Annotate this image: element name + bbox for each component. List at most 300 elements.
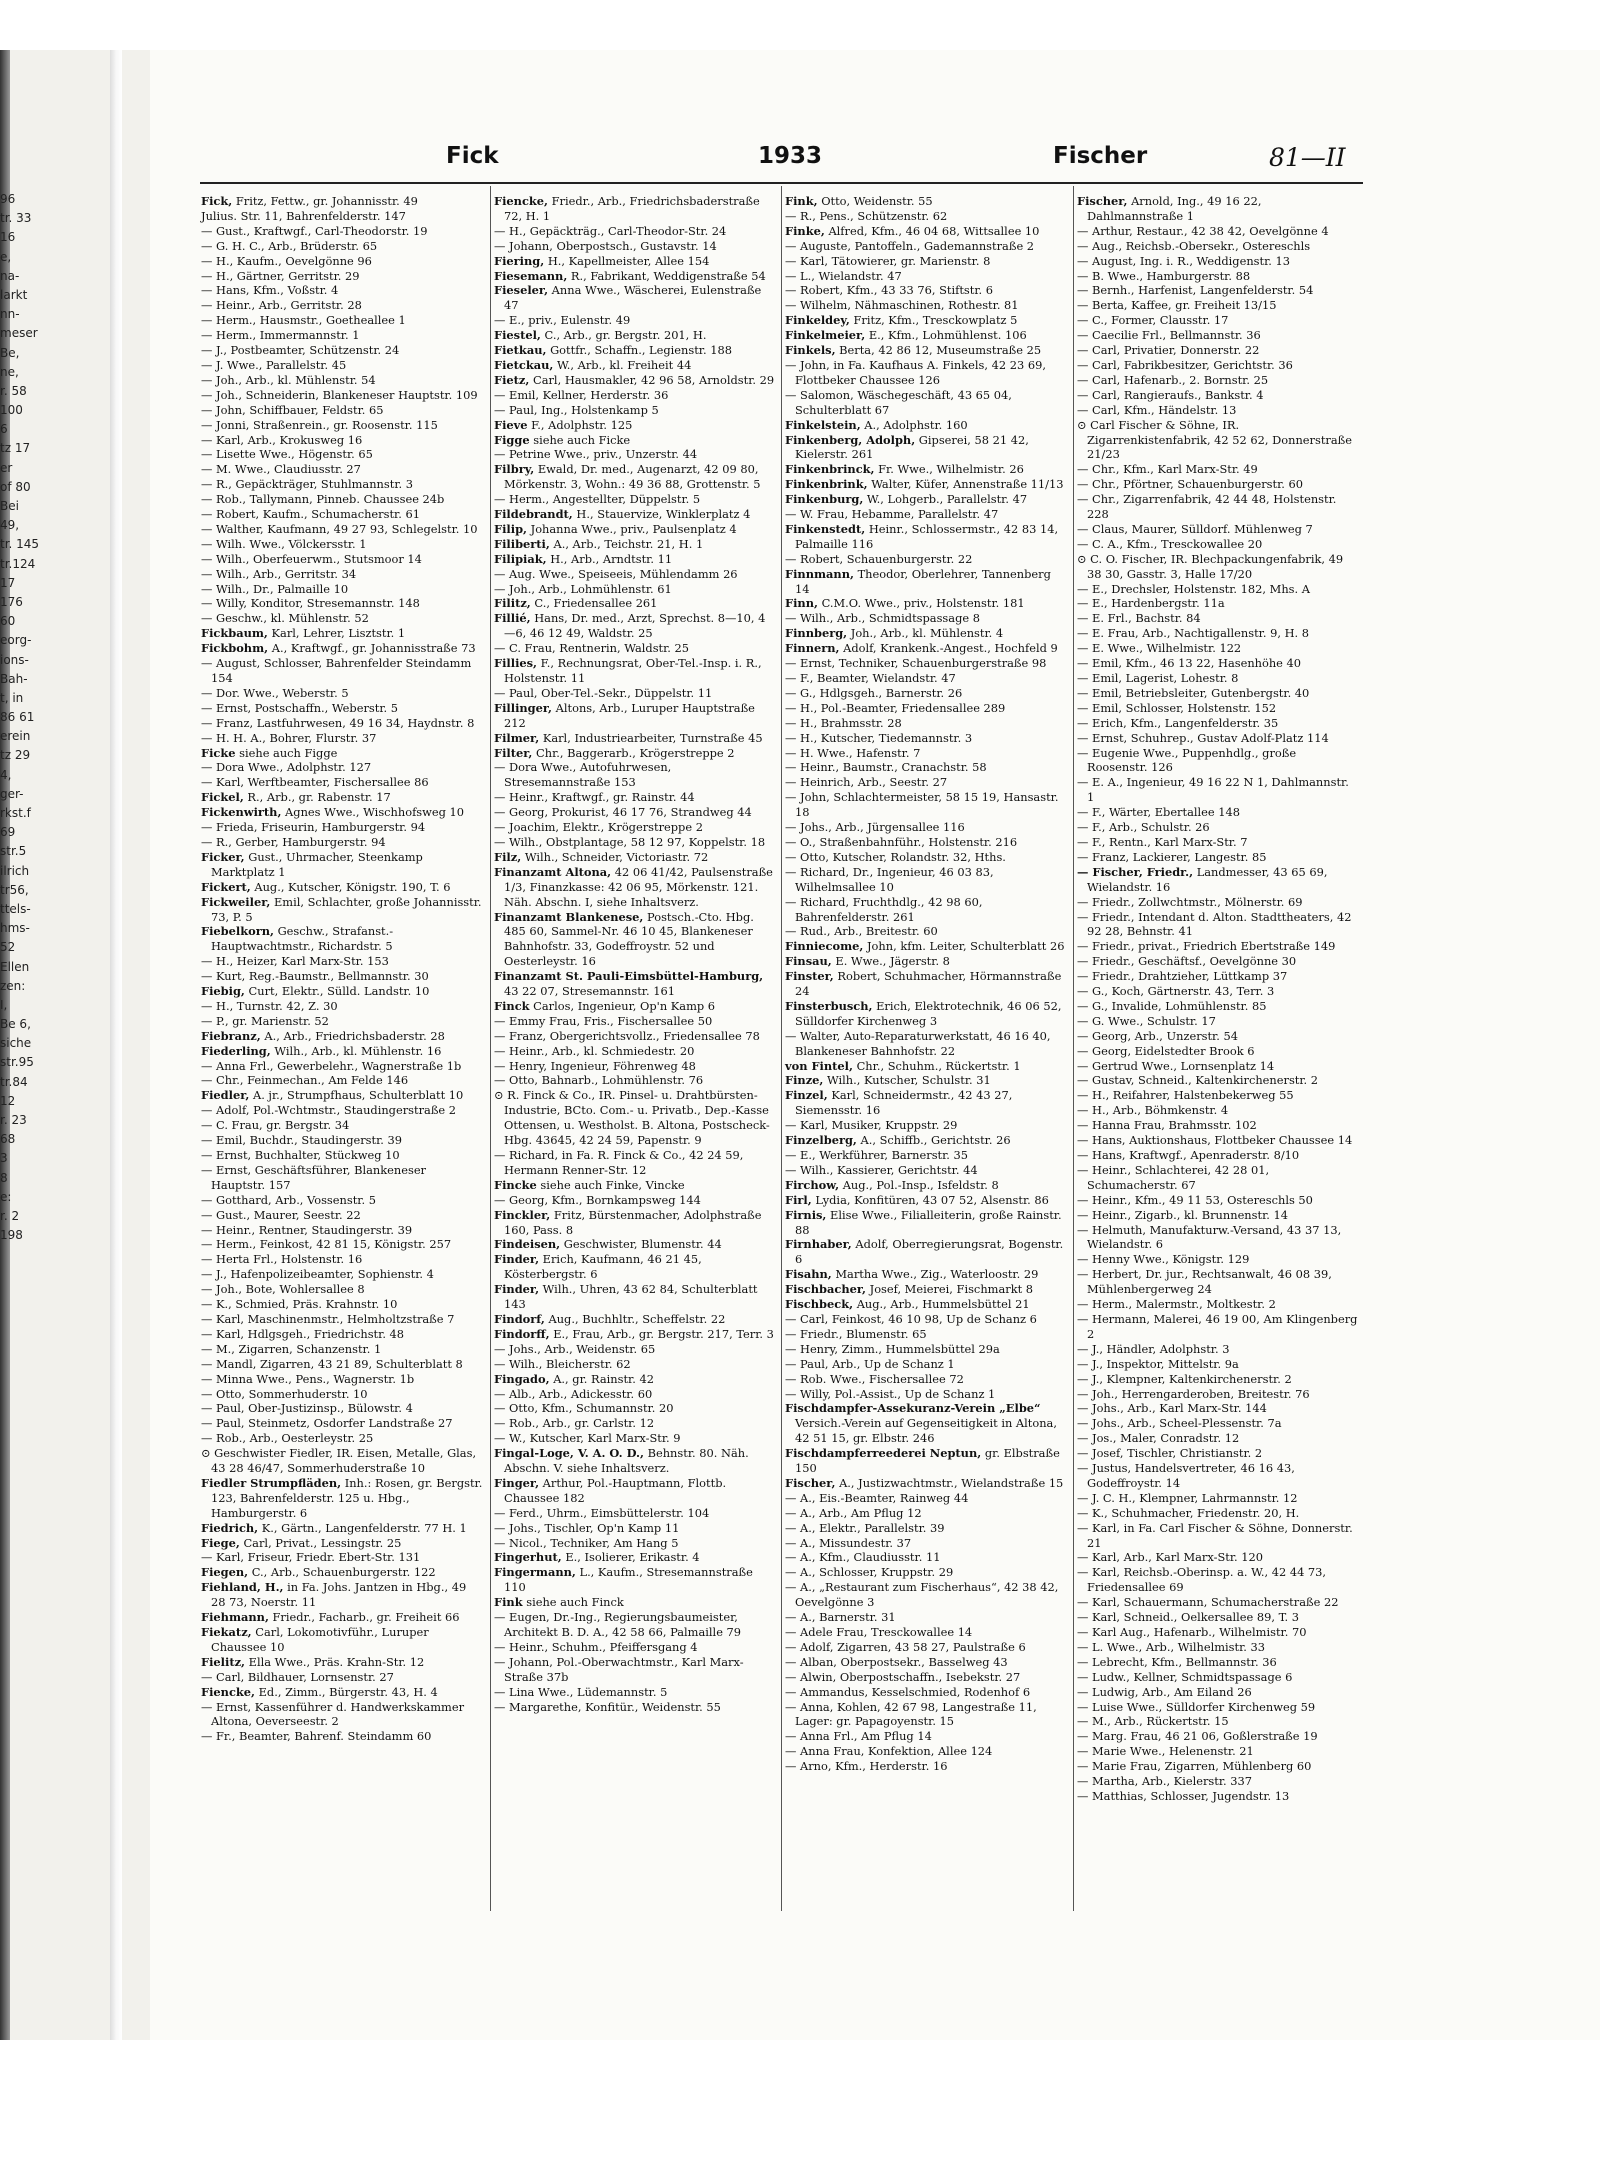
directory-entry xyxy=(785,1327,1067,1342)
directory-entry xyxy=(201,418,483,433)
left-page-fragment: larkt xyxy=(0,287,28,302)
entry-surname: Findeisen, xyxy=(494,1237,561,1252)
directory-entry xyxy=(494,313,776,328)
left-page-fragment: 17 xyxy=(0,575,16,590)
entry-details: — A., Kfm., Claudiusstr. 11 xyxy=(785,1550,941,1565)
entry-surname: Finck xyxy=(494,998,530,1013)
entry-details: — Karl, Reichsb.-Oberinsp. a. W., 42 44 73, Friedensallee 69 xyxy=(1077,1565,1327,1595)
directory-entry xyxy=(201,1357,483,1372)
entry-details: — Richard, Dr., Ingenieur, 46 03 83, Wilhelmsallee 10 xyxy=(785,864,994,894)
entry-details: — F., Beamter, Wielandstr. 47 xyxy=(785,671,956,685)
entry-details: Fr. Wwe., Wilhelmistr. 26 xyxy=(878,462,1024,477)
directory-entry xyxy=(201,760,483,775)
directory-entry xyxy=(1077,313,1359,328)
directory-entry xyxy=(201,1387,483,1402)
entry-surname: Finkenbrinck, xyxy=(785,462,875,477)
directory-entry xyxy=(201,283,483,298)
directory-entry xyxy=(1077,1670,1359,1685)
directory-entry xyxy=(785,1655,1067,1670)
entry-details: Ewald, Dr. med., Augenarzt, 42 09 80, Mörkenstr. 3, Wohn.: 49 36 88, Grottenstr. 5 xyxy=(504,462,761,492)
entry-details: — Jos., Maler, Conradstr. 12 xyxy=(1077,1431,1240,1446)
entry-surname: Fincke xyxy=(494,1177,537,1192)
entry-details: — O., Straßenbahnführ., Holstenstr. 216 xyxy=(785,834,1018,849)
directory-entry xyxy=(494,552,776,567)
left-page-fragment: 198 xyxy=(0,1228,23,1243)
entry-surname: Finzel, xyxy=(785,1088,828,1103)
entry-details: — Karl, Werftbeamter, Fischersallee 86 xyxy=(201,775,429,790)
left-page-fragment: meser xyxy=(0,326,38,341)
directory-entry xyxy=(785,1059,1067,1074)
directory-entry xyxy=(494,1595,776,1610)
directory-entry xyxy=(201,209,483,224)
directory-entry xyxy=(785,254,1067,269)
directory-entry xyxy=(201,433,483,448)
entry-details: — Wilh., Arb., Schmidtspassage 8 xyxy=(785,611,980,626)
directory-entry xyxy=(785,1297,1067,1312)
directory-entry xyxy=(201,343,483,358)
directory-entry xyxy=(785,1491,1067,1506)
directory-entry xyxy=(785,716,1067,731)
entry-surname: Fieseler, xyxy=(494,283,549,298)
entry-details: W., Lohgerb., Parallelstr. 47 xyxy=(866,492,1028,507)
directory-entry xyxy=(494,1565,776,1595)
entry-surname: Fickel, xyxy=(201,790,244,805)
directory-entry xyxy=(1077,1252,1359,1267)
entry-details: Anna Wwe., Wäscherei, Eulenstraße 47 xyxy=(504,283,762,313)
directory-entry xyxy=(1077,939,1359,954)
directory-entry xyxy=(201,269,483,284)
left-page-fragment: ger- xyxy=(0,786,24,801)
directory-entry xyxy=(201,969,483,984)
entry-details: C., Arb., gr. Bergstr. 201, H. xyxy=(544,328,707,343)
directory-entry xyxy=(1077,358,1359,373)
entry-surname: — Fischer, Friedr., xyxy=(1077,864,1194,879)
entry-surname: Fiedler Strumpfläden, xyxy=(201,1475,342,1490)
directory-entry xyxy=(201,820,483,835)
entry-details: — Wilh., Kassierer, Gerichtstr. 44 xyxy=(785,1162,978,1177)
directory-entry xyxy=(1077,1521,1359,1551)
directory-entry xyxy=(494,433,776,448)
entry-surname: Finkeldey, xyxy=(785,313,850,328)
entry-details: — Herta Frl., Holstenstr. 16 xyxy=(201,1252,363,1267)
entry-details: — Caecilie Frl., Bellmannstr. 36 xyxy=(1077,328,1261,343)
entry-details: — Chr., Zigarrenfabrik, 42 44 48, Holstenstr. 228 xyxy=(1077,492,1337,522)
entry-details: — Dora Wwe., Autofuhrwesen, Stresemannstraße 153 xyxy=(494,760,672,790)
directory-entry xyxy=(785,611,1067,626)
directory-entry xyxy=(494,507,776,522)
entry-details: — Karl Aug., Hafenarb., Wilhelmistr. 70 xyxy=(1077,1625,1307,1639)
entry-surname: Fischer, xyxy=(785,1475,836,1490)
directory-entry xyxy=(785,358,1067,388)
directory-column-2 xyxy=(494,194,776,1914)
left-page-fragment: 3 xyxy=(0,1151,8,1166)
directory-entry xyxy=(201,1208,483,1223)
entry-details: — Walther, Kaufmann, 49 27 93, Schlegelstr. 10 xyxy=(201,521,478,536)
directory-entry xyxy=(201,1342,483,1357)
left-page-fragment: 96 xyxy=(0,192,16,206)
directory-entry xyxy=(201,313,483,328)
entry-details: Wilh., Uhren, 43 62 84, Schulterblatt 143 xyxy=(504,1282,758,1312)
directory-entry xyxy=(201,1297,483,1312)
directory-column-1 xyxy=(201,194,483,1914)
directory-entry xyxy=(201,596,483,611)
directory-entry xyxy=(1077,1655,1359,1670)
entry-details: A., Schiffb., Gerichtstr. 26 xyxy=(860,1133,1011,1148)
entry-surname: Fiehland, H., xyxy=(201,1580,284,1595)
directory-entry xyxy=(201,254,483,269)
directory-entry xyxy=(785,969,1067,999)
entry-details: A., Kraftwgf., gr. Johannisstraße 73 xyxy=(271,641,476,656)
directory-entry xyxy=(494,1506,776,1521)
left-page-fragment: tr. 145 xyxy=(0,537,40,552)
directory-entry xyxy=(494,388,776,403)
directory-entry xyxy=(201,507,483,522)
directory-entry xyxy=(1077,269,1359,284)
entry-details: — Emil, Kellner, Herderstr. 36 xyxy=(494,387,669,402)
directory-entry xyxy=(1077,746,1359,776)
left-page-fragments xyxy=(0,190,40,1245)
entry-details: — Geschw., kl. Mühlenstr. 52 xyxy=(201,611,369,626)
entry-details: — Alban, Oberpostsekr., Basselweg 43 xyxy=(785,1654,1008,1669)
entry-details: Wilh., Kutscher, Schulstr. 31 xyxy=(827,1073,991,1088)
entry-details: — Carl, Fabrikbesitzer, Gerichtstr. 36 xyxy=(1077,357,1293,372)
directory-entry xyxy=(785,298,1067,313)
entry-details: — F., Rentn., Karl Marx-Str. 7 xyxy=(1077,834,1248,849)
entry-details: — P., gr. Marienstr. 52 xyxy=(201,1013,329,1028)
directory-entry xyxy=(1077,775,1359,805)
directory-entry xyxy=(1077,1550,1359,1565)
entry-surname: Finster, xyxy=(785,969,834,984)
entry-details: — Helmuth, Manufakturw.-Versand, 43 37 13, Wielandstr. 6 xyxy=(1077,1222,1342,1252)
entry-details: 43 22 07, Stresemannstr. 161 xyxy=(504,984,675,999)
entry-details: — Alb., Arb., Adickesstr. 60 xyxy=(494,1386,653,1401)
directory-entry xyxy=(1077,1700,1359,1715)
entry-details: — A., Eis.-Beamter, Rainweg 44 xyxy=(785,1490,969,1505)
entry-details: — Henry, Zimm., Hummelsbüttel 29a xyxy=(785,1341,1000,1356)
directory-entry xyxy=(494,1312,776,1327)
directory-entry xyxy=(201,1536,483,1551)
left-page-fragment: tr. 33 xyxy=(0,211,32,226)
header-left-word: Fick xyxy=(446,143,499,169)
entry-surname: Fiencke, xyxy=(201,1684,255,1699)
entry-details: L., Kaufm., Stresemannstraße 110 xyxy=(504,1565,753,1595)
entry-surname: Fischbeck, xyxy=(785,1297,854,1312)
entry-details: — Ernst, Techniker, Schauenburgerstraße 98 xyxy=(785,656,1047,671)
entry-details: gr. Elbstraße 150 xyxy=(795,1446,1060,1476)
entry-surname: Finniecome, xyxy=(785,939,864,954)
entry-details: siehe auch Figge xyxy=(239,745,338,760)
directory-entry xyxy=(201,1372,483,1387)
directory-entry xyxy=(1077,1163,1359,1193)
directory-entry xyxy=(785,671,1067,686)
directory-entry xyxy=(785,939,1067,954)
entry-details: — A., Schlosser, Kruppstr. 29 xyxy=(785,1565,954,1580)
entry-details: — Richard, in Fa. R. Finck & Co., 42 24 59, Hermann Renner-Str. 12 xyxy=(494,1148,744,1177)
directory-entry xyxy=(1077,701,1359,716)
entry-details: — L. Wwe., Arb., Wilhelmistr. 33 xyxy=(1077,1639,1266,1654)
entry-details: ⊙ C. O. Fischer, IR. Blechpackungenfabrik, 49 38 30, Gasstr. 3, Halle 17/20 xyxy=(1077,551,1344,581)
directory-entry xyxy=(201,328,483,343)
entry-surname: Fiebig, xyxy=(201,984,245,999)
entry-details: — Karl, in Fa. Carl Fischer & Söhne, Donnerstr. 21 xyxy=(1077,1520,1353,1550)
entry-details: 42 06 41/42, Paulsenstraße 1/3, Finanzkasse: 42 06 95, Mörkenstr. 121. Näh. Abschn. I, siehe Inhaltsverz. xyxy=(504,864,773,909)
directory-entry xyxy=(201,1252,483,1267)
entry-details: Postsch.-Cto. Hbg. 485 60, Sammel-Nr. 46 10 45, Blankeneser Bahnhofstr. 33, Godeffroystr. 52 und Oesterleystr. 16 xyxy=(504,909,754,969)
entry-details: C.M.O. Wwe., priv., Holstenstr. 181 xyxy=(821,596,1025,611)
entry-details: Julius. Str. 11, Bahrenfelderstr. 147 xyxy=(201,208,406,223)
directory-entry xyxy=(201,537,483,552)
directory-entry xyxy=(785,388,1067,418)
entry-details: — Adolf, Zigarren, 43 58 27, Paulstraße 6 xyxy=(785,1639,1026,1654)
directory-entry xyxy=(494,254,776,269)
directory-entry xyxy=(785,1208,1067,1238)
directory-entry xyxy=(1077,552,1359,582)
directory-entry xyxy=(1077,1729,1359,1744)
directory-entry xyxy=(785,1476,1067,1491)
entry-details: — Franz, Lastfuhrwesen, 49 16 34, Haydnstr. 8 xyxy=(201,715,475,730)
directory-entry xyxy=(494,686,776,701)
entry-surname: Fickbohm, xyxy=(201,641,269,656)
directory-entry xyxy=(201,641,483,656)
entry-details: — Rud., Arb., Breitestr. 60 xyxy=(785,924,938,939)
directory-entry xyxy=(1077,1595,1359,1610)
entry-surname: Finder, xyxy=(494,1282,540,1297)
entry-surname: Fietkau, xyxy=(494,343,547,358)
entry-surname: Fiedrich, xyxy=(201,1520,259,1535)
directory-entry xyxy=(785,269,1067,284)
left-page-fragment: t, in xyxy=(0,690,24,705)
entry-details: — Adolf, Pol.-Wchtmstr., Staudingerstraße 2 xyxy=(201,1103,457,1118)
directory-entry xyxy=(785,1267,1067,1282)
entry-details: Arnold, Ing., 49 16 22, Dahlmannstraße 1 xyxy=(1087,194,1262,223)
entry-surname: Filiberti, xyxy=(494,536,550,551)
page-number: 81—II xyxy=(1269,143,1346,172)
entry-details: — Gust., Maurer, Seestr. 22 xyxy=(201,1207,361,1222)
directory-entry xyxy=(1077,1610,1359,1625)
directory-entry xyxy=(201,775,483,790)
directory-entry xyxy=(494,1148,776,1178)
entry-details: — Lisette Wwe., Högenstr. 65 xyxy=(201,447,373,462)
directory-entry xyxy=(494,1610,776,1640)
directory-entry xyxy=(785,1580,1067,1610)
directory-entry xyxy=(1077,596,1359,611)
directory-entry xyxy=(201,1610,483,1625)
entry-surname: Fiederling, xyxy=(201,1043,271,1058)
directory-entry xyxy=(785,1193,1067,1208)
entry-details: Carl, Privat., Lessingstr. 25 xyxy=(243,1535,402,1550)
entry-details: — Carl, Rangieraufs., Bankstr. 4 xyxy=(1077,387,1264,402)
column-divider xyxy=(1073,186,1074,1911)
entry-details: — G., Invalide, Lohmühlenstr. 85 xyxy=(1077,998,1267,1013)
entry-details: — Hans, Kraftwgf., Apenraderstr. 8/10 xyxy=(1077,1148,1300,1162)
entry-surname: Finger, xyxy=(494,1475,540,1490)
directory-entry xyxy=(1077,1372,1359,1387)
entry-surname: Fingermann, xyxy=(494,1565,576,1580)
entry-surname: Filitz, xyxy=(494,596,531,611)
directory-entry xyxy=(201,1625,483,1655)
directory-entry xyxy=(785,865,1067,895)
left-page-fragment: tr.124 xyxy=(0,556,36,571)
directory-entry xyxy=(201,1163,483,1193)
entry-details: — Emil, Buchdr., Staudingerstr. 39 xyxy=(201,1133,403,1148)
directory-entry xyxy=(785,1670,1067,1685)
entry-details: — Friedr., Geschäftsf., Oevelgönne 30 xyxy=(1077,954,1297,969)
entry-surname: Fisahn, xyxy=(785,1267,832,1282)
directory-entry xyxy=(201,1521,483,1536)
entry-details: — Dora Wwe., Adolphstr. 127 xyxy=(201,760,372,775)
entry-details: Aug., Arb., Hummelsbüttel 21 xyxy=(856,1297,1030,1312)
entry-details: — Adele Frau, Tresckowallee 14 xyxy=(785,1625,973,1639)
directory-entry xyxy=(785,492,1067,507)
directory-entry xyxy=(785,1088,1067,1118)
directory-entry xyxy=(1077,835,1359,850)
entry-details: — Carl, Kfm., Händelstr. 13 xyxy=(1077,402,1237,417)
entry-surname: Filipiak, xyxy=(494,551,547,566)
directory-entry xyxy=(1077,716,1359,731)
directory-entry xyxy=(1077,1565,1359,1595)
entry-surname: Fischer, xyxy=(1077,194,1128,208)
directory-entry xyxy=(1077,1208,1359,1223)
entry-details: — John, Schiffbauer, Feldstr. 65 xyxy=(201,402,384,417)
entry-details: — Richard, Fruchthdlg., 42 98 60, Bahrenfelderstr. 261 xyxy=(785,894,983,924)
entry-details: — Friedr., privat., Friedrich Ebertstraße 149 xyxy=(1077,939,1336,954)
directory-entry xyxy=(201,567,483,582)
entry-surname: Firl, xyxy=(785,1192,812,1207)
entry-details: — Otto, Kfm., Schumannstr. 20 xyxy=(494,1401,674,1416)
entry-details: — H., Heizer, Karl Marx-Str. 153 xyxy=(201,954,389,969)
directory-entry xyxy=(494,1237,776,1252)
directory-entry xyxy=(785,418,1067,433)
directory-entry xyxy=(201,477,483,492)
directory-entry xyxy=(1077,1297,1359,1312)
entry-details: — Joh., Arb., kl. Mühlenstr. 54 xyxy=(201,372,376,387)
entry-details: — W. Frau, Hebamme, Parallelstr. 47 xyxy=(785,507,999,522)
entry-surname: Fiebranz, xyxy=(201,1028,261,1043)
entry-details: — Rob., Arb., Oesterleystr. 25 xyxy=(201,1431,374,1446)
entry-surname: Finn, xyxy=(785,596,818,611)
entry-details: — E., Werkführer, Barnerstr. 35 xyxy=(785,1148,969,1162)
directory-entry xyxy=(1077,492,1359,522)
entry-details: John, kfm. Leiter, Schulterblatt 26 xyxy=(866,939,1065,954)
entry-details: — Anna, Kohlen, 42 67 98, Langestraße 11, Lager: gr. Papagoyenstr. 15 xyxy=(785,1699,1037,1729)
entry-surname: Ficke xyxy=(201,745,236,760)
entry-surname: Fietckau, xyxy=(494,357,554,372)
directory-entry xyxy=(1077,254,1359,269)
entry-details: — Arthur, Restaur., 42 38 42, Oevelgönne 4 xyxy=(1077,223,1329,238)
directory-entry xyxy=(1077,239,1359,254)
directory-entry xyxy=(1077,1118,1359,1133)
directory-entry xyxy=(201,1446,483,1476)
directory-entry xyxy=(785,1729,1067,1744)
directory-entry xyxy=(785,626,1067,641)
entry-surname: Figge xyxy=(494,432,530,447)
directory-entry xyxy=(785,850,1067,865)
directory-entry xyxy=(494,1327,776,1342)
directory-entry xyxy=(1077,1103,1359,1118)
entry-details: — J., Inspektor, Mittelstr. 9a xyxy=(1077,1356,1239,1371)
directory-entry xyxy=(494,418,776,433)
entry-details: — M., Zigarren, Schanzenstr. 1 xyxy=(201,1341,382,1356)
entry-surname: Fiege, xyxy=(201,1535,240,1550)
directory-entry xyxy=(494,1401,776,1416)
entry-details: — A., Barnerstr. 31 xyxy=(785,1610,896,1625)
directory-entry xyxy=(785,1640,1067,1655)
directory-entry xyxy=(1077,1148,1359,1163)
entry-details: — Karl, Schauermann, Schumacherstraße 22 xyxy=(1077,1595,1339,1610)
entry-surname: Filip, xyxy=(494,521,527,536)
directory-entry xyxy=(494,1059,776,1074)
entry-details: Heinr., Schlossermstr., 42 83 14, Palmaille 116 xyxy=(795,521,1059,551)
entry-surname: Firchow, xyxy=(785,1177,840,1192)
entry-details: — H., Gärtner, Gerritstr. 29 xyxy=(201,268,360,283)
directory-entry xyxy=(201,1088,483,1103)
entry-details: — Herbert, Dr. jur., Rechtsanwalt, 46 08 39, Mühlenbergerweg 24 xyxy=(1077,1267,1332,1297)
entry-details: — A., Arb., Am Pflug 12 xyxy=(785,1505,922,1520)
entry-details: — August, Ing. i. R., Weddigenstr. 13 xyxy=(1077,253,1291,268)
directory-entry xyxy=(201,447,483,462)
directory-entry xyxy=(1077,1416,1359,1431)
entry-details: — K., Schmied, Präs. Krahnstr. 10 xyxy=(201,1297,398,1312)
entry-details: — Marie Frau, Zigarren, Mühlenberg 60 xyxy=(1077,1759,1312,1774)
directory-entry xyxy=(494,1521,776,1536)
directory-entry xyxy=(201,224,483,239)
entry-details: — August, Schlosser, Bahrenfelder Steindamm 154 xyxy=(201,656,472,685)
entry-details: — Otto, Bahnarb., Lohmühlenstr. 76 xyxy=(494,1073,704,1088)
directory-entry xyxy=(1077,910,1359,940)
directory-entry xyxy=(494,239,776,254)
entry-details: — J., Hafenpolizeibeamter, Sophienstr. 4 xyxy=(201,1267,434,1282)
entry-details: — Johann, Oberpostsch., Gustavstr. 14 xyxy=(494,238,717,253)
directory-entry xyxy=(785,462,1067,477)
entry-details: — H., Turnstr. 42, Z. 30 xyxy=(201,998,338,1013)
entry-surname: Finnberg, xyxy=(785,626,848,641)
entry-details: — Anna Frl., Gewerbelehr., Wagnerstraße 1b xyxy=(201,1058,462,1073)
entry-details: — Martha, Arb., Kielerstr. 337 xyxy=(1077,1774,1253,1789)
entry-details: — Joh., Herrengarderoben, Breitestr. 76 xyxy=(1077,1386,1310,1401)
entry-details: — Eugen, Dr.-Ing., Regierungsbaumeister, Architekt B. D. A., 42 58 66, Palmaille 79 xyxy=(494,1610,742,1639)
directory-entry xyxy=(201,1148,483,1163)
entry-details: — Carl, Hafenarb., 2. Bornstr. 25 xyxy=(1077,372,1269,387)
entry-details: — Rob. Wwe., Fischersallee 72 xyxy=(785,1371,964,1386)
left-page-fragment: e: xyxy=(0,1189,12,1204)
entry-details: C., Friedensallee 261 xyxy=(534,596,658,611)
entry-details: — C. A., Kfm., Tresckowallee 20 xyxy=(1077,536,1263,551)
directory-entry xyxy=(201,1327,483,1342)
directory-entry xyxy=(201,1223,483,1238)
entry-details: — Joh., Bote, Wohlersallee 8 xyxy=(201,1282,365,1297)
entry-surname: Finkenstedt, xyxy=(785,521,866,536)
entry-details: — Hans, Kfm., Voßstr. 4 xyxy=(201,283,339,298)
directory-entry xyxy=(785,194,1067,209)
entry-details: Emil, Schlachter, große Johannisstr. 73, P. 5 xyxy=(211,894,482,924)
entry-details: — Herm., Malermstr., Moltkestr. 2 xyxy=(1077,1297,1276,1312)
entry-details: — Josef, Tischler, Christianstr. 2 xyxy=(1077,1446,1263,1461)
entry-details: — Chr., Feinmechan., Am Felde 146 xyxy=(201,1073,409,1088)
entry-details: — Aug. Wwe., Speiseeis, Mühlendamm 26 xyxy=(494,566,738,581)
entry-details: Friedr., Arb., Friedrichsbaderstraße 72, H. 1 xyxy=(504,194,760,223)
directory-entry xyxy=(201,1014,483,1029)
entry-details: — Dor. Wwe., Weberstr. 5 xyxy=(201,685,349,700)
entry-surname: Finder, xyxy=(494,1252,540,1267)
entry-details: — Karl, Friseur, Friedr. Ebert-Str. 131 xyxy=(201,1550,421,1565)
directory-entry xyxy=(201,1282,483,1297)
directory-entry xyxy=(785,1685,1067,1700)
entry-details: E., Isolierer, Erikastr. 4 xyxy=(565,1550,700,1565)
directory-entry xyxy=(785,1401,1067,1446)
entry-details: — Heinr., Baumstr., Cranachstr. 58 xyxy=(785,760,987,775)
left-page-fragment: ne, xyxy=(0,364,19,379)
directory-entry xyxy=(494,269,776,284)
